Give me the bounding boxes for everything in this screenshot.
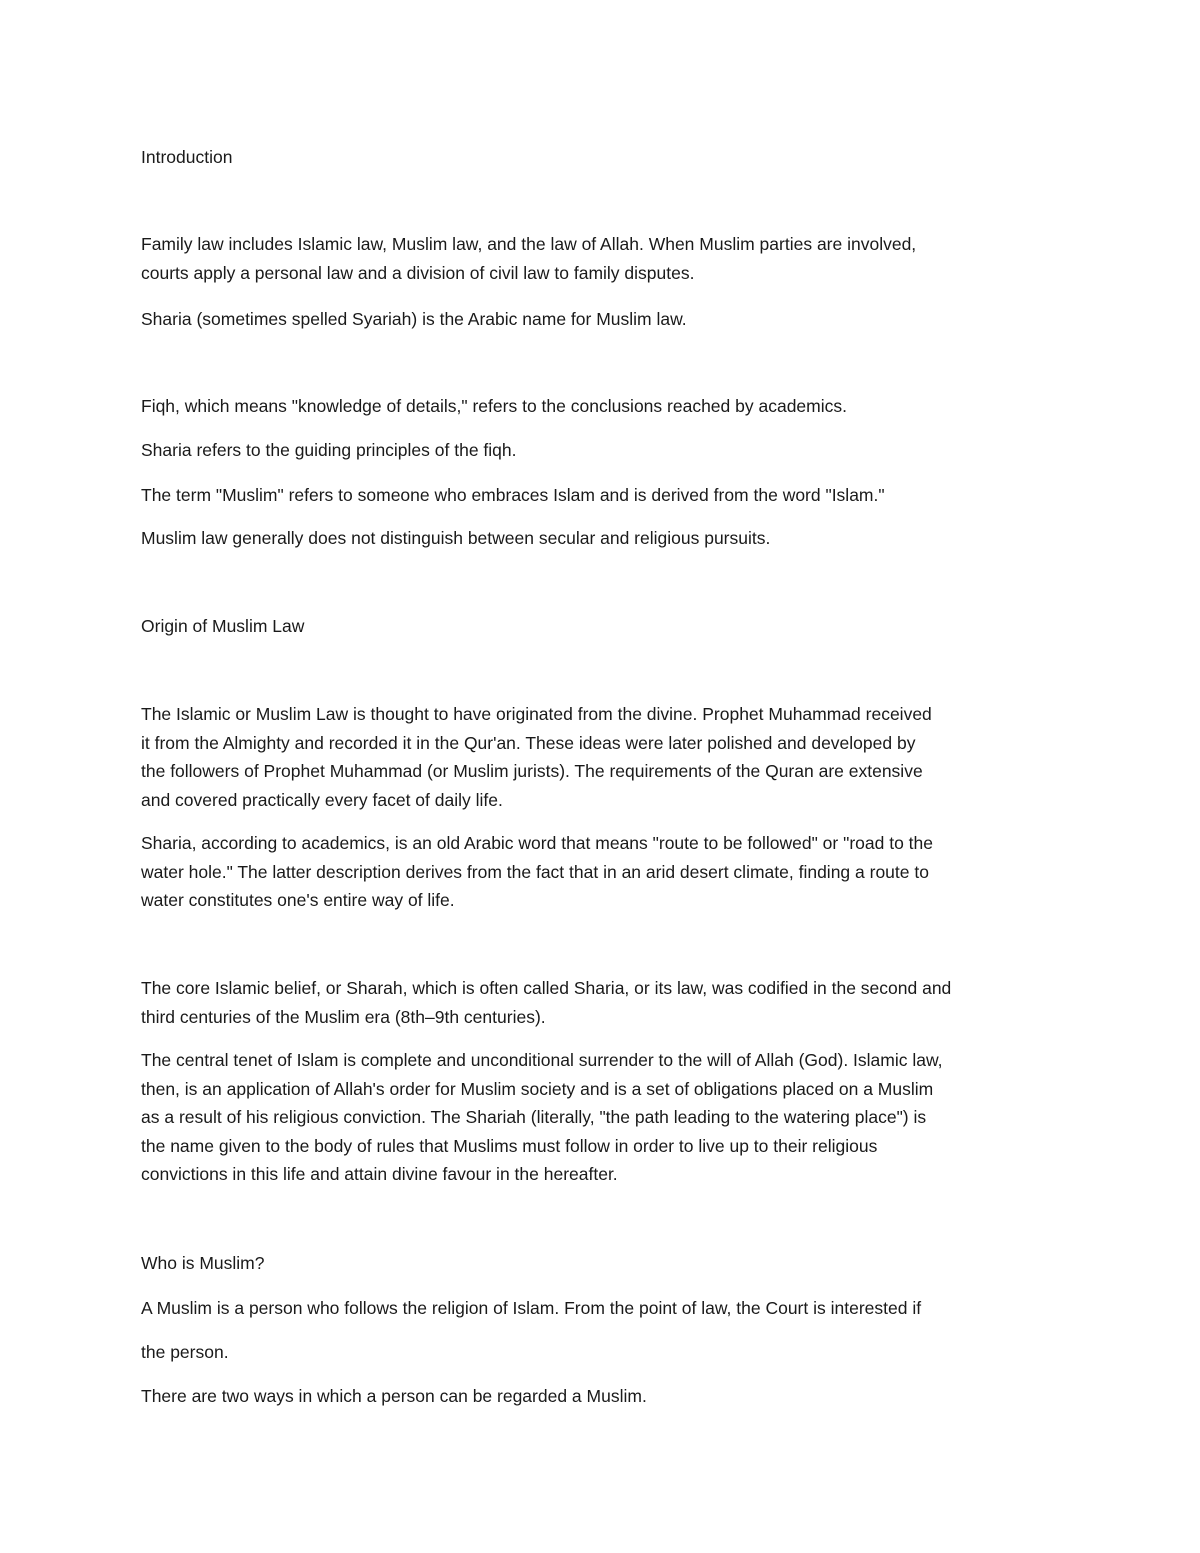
paragraph-the-person: the person.: [141, 1342, 229, 1362]
text-line: Sharia, according to academics, is an old Arabic word that means "route to be followed" or "road to the: [141, 833, 933, 853]
text-line: as a result of his religious conviction. The Shariah (literally, "the path leading to the watering place") is: [141, 1107, 927, 1127]
text-line: then, is an application of Allah's order for Muslim society and is a set of obligations placed on a Muslim: [141, 1078, 934, 1099]
text-line: and covered practically every facet of daily life.: [141, 789, 503, 810]
text-line: The central tenet of Islam is complete and unconditional surrender to the will of Allah (God). Islamic law,: [141, 1050, 943, 1070]
paragraph-family-law: [141, 230, 1071, 287]
paragraph-muslim-definition: A Muslim is a person who follows the religion of Islam. From the point of law, the Court is interested if: [141, 1298, 922, 1318]
text-line: The Islamic or Muslim Law is thought to have originated from the divine. Prophet Muhammad received: [141, 704, 932, 724]
text-line: Family law includes Islamic law, Muslim law, and the law of Allah. When Muslim parties are involved,: [141, 234, 917, 254]
text-line: water constitutes one's entire way of life.: [141, 890, 455, 910]
paragraph-muslim-term: The term "Muslim" refers to someone who embraces Islam and is derived from the word "Islam.": [141, 485, 885, 505]
paragraph-fiqh: Fiqh, which means "knowledge of details," refers to the conclusions reached by academics.: [141, 396, 847, 416]
text-line: convictions in this life and attain divine favour in the hereafter.: [141, 1164, 618, 1184]
paragraph-sharia-meaning: [141, 829, 1071, 915]
text-line: The core Islamic belief, or Sharah, which is often called Sharia, or its law, was codified in the second and: [141, 978, 952, 998]
paragraph-codified: [141, 974, 1071, 1031]
paragraph-two-ways: There are two ways in which a person can be regarded a Muslim.: [141, 1386, 647, 1406]
text-line: third centuries of the Muslim era (8th–9th centuries).: [141, 1006, 546, 1027]
heading-who-is-muslim: Who is Muslim?: [141, 1253, 265, 1273]
paragraph-central-tenet: [141, 1046, 1071, 1189]
paragraph-secular-religious: Muslim law generally does not distinguish between secular and religious pursuits.: [141, 528, 771, 548]
text-line: it from the Almighty and recorded it in the Qur'an. These ideas were later polished and developed by: [141, 732, 916, 753]
paragraph-sharia-principles: Sharia refers to the guiding principles of the fiqh.: [141, 440, 517, 460]
heading-introduction: Introduction: [141, 147, 233, 167]
paragraph-origin-divine: [141, 700, 1071, 814]
text-line: courts apply a personal law and a division of civil law to family disputes.: [141, 262, 695, 283]
heading-origin: Origin of Muslim Law: [141, 616, 305, 636]
text-line: the name given to the body of rules that Muslims must follow in order to live up to their religious: [141, 1135, 878, 1156]
paragraph-sharia-name: Sharia (sometimes spelled Syariah) is the Arabic name for Muslim law.: [141, 309, 687, 329]
text-line: the followers of Prophet Muhammad (or Muslim jurists). The requirements of the Quran are extensive: [141, 761, 923, 781]
text-line: water hole." The latter description derives from the fact that in an arid desert climate, finding a route to: [141, 861, 929, 882]
